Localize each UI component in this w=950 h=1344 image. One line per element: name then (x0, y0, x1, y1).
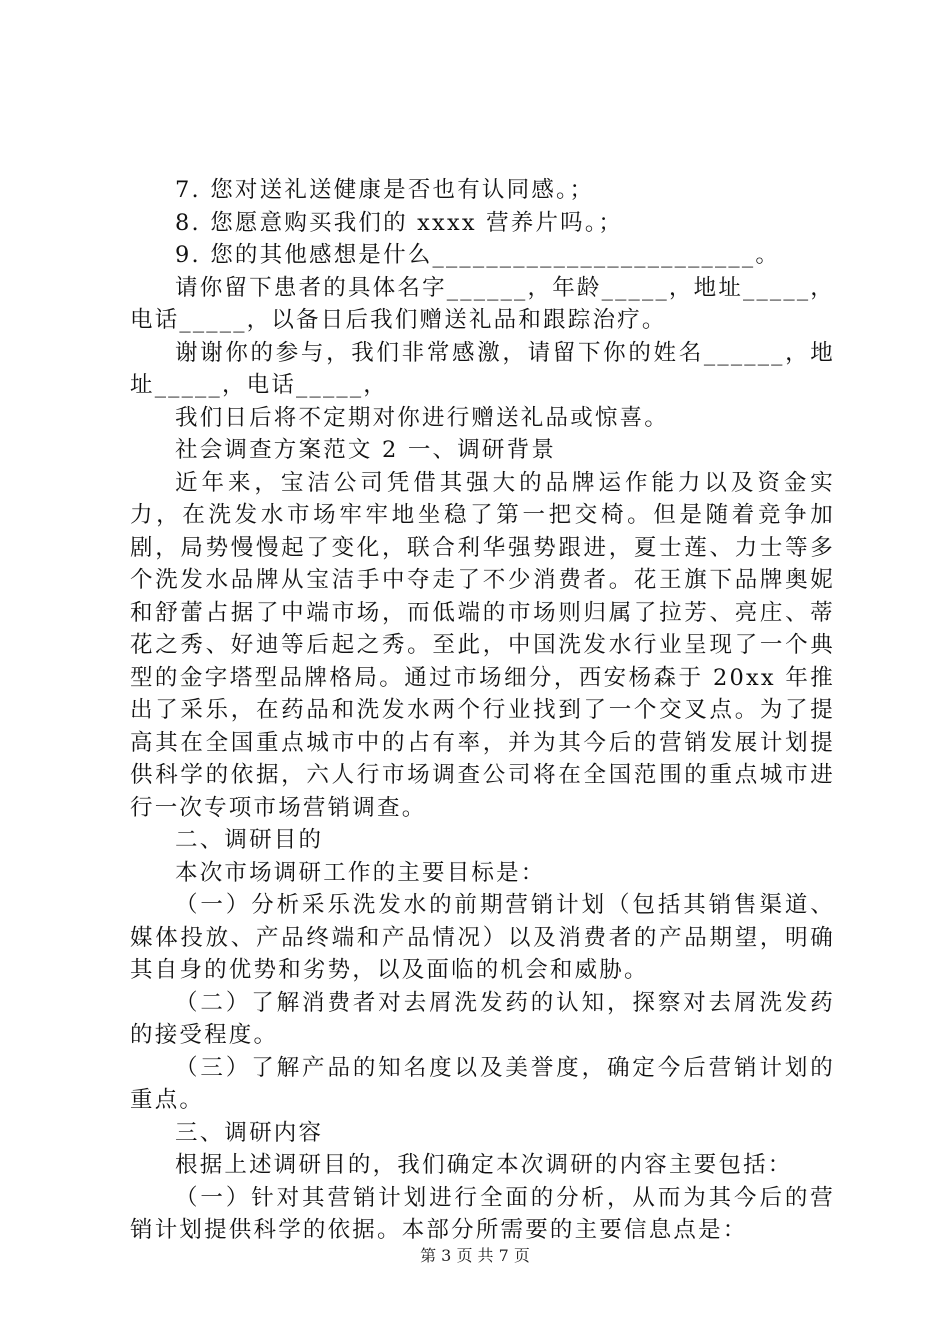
paragraph-question-9: 9. 您的其他感想是什么________________________。 (175, 242, 781, 268)
paragraph-question-7: 7. 您对送礼送健康是否也有认同感。； (175, 177, 595, 203)
paragraph-thanks: 谢谢你的参与，我们非常感激，请留下你的姓名______，地址_____，电话_____， (130, 339, 835, 398)
paragraph-content-intro: 根据上述调研目的，我们确定本次调研的内容主要包括： (175, 1152, 793, 1178)
paragraph-content-1: （一）针对其营销计划进行全面的分析，从而为其今后的营销计划提供科学的依据。本部分所需要的主要信息点是： (130, 1184, 835, 1243)
paragraph-patient-info: 请你留下患者的具体名字______，年龄_____，地址_____，电话_____，以备日后我们赠送礼品和跟踪治疗。 (130, 274, 835, 333)
paragraph-background: 近年来，宝洁公司凭借其强大的品牌运作能力以及资金实力，在洗发水市场牢牢地坐稳了第一把交椅。但是随着竞争加剧，局势慢慢起了变化，联合利华强势跟进，夏士莲、力士等多个洗发水品牌从宝洁手中夺走了不少消费者。花王旗下品牌奥妮和舒蕾占据了中端市场，而低端的市场则归属了拉芳、亮庄、蒂花之秀、好迪等后起之秀。至此，中国洗发水行业呈现了一个典型的金字塔型品牌格局。通过市场细分，西安杨森于 20xx 年推出了采乐，在药品和洗发水两个行业找到了一个交叉点。为了提高其在全国重点城市中的占有率，并为其今后的营销发展计划提供科学的依据，六人行市场调查公司将在全国范围的重点城市进行一次专项市场营销调查。 (130, 469, 835, 821)
document-body (130, 174, 835, 1247)
section-heading-content: 三、调研内容 (175, 1119, 324, 1146)
page-footer: 第 3 页 共 7 页 (420, 1246, 530, 1265)
paragraph-purpose-1: （一）分析采乐洗发水的前期营销计划（包括其销售渠道、媒体投放、产品终端和产品情况）以及消费者的产品期望，明确其自身的优势和劣势，以及面临的机会和威胁。 (130, 892, 835, 983)
section-heading-background: 社会调查方案范文 2 一、调研背景 (175, 437, 557, 463)
section-heading-purpose: 二、调研目的 (175, 827, 324, 853)
paragraph-purpose-3: （三）了解产品的知名度以及美誉度，确定今后营销计划的重点。 (130, 1054, 835, 1113)
paragraph-purpose-2: （二）了解消费者对去屑洗发药的认知，探察对去屑洗发药的接受程度。 (130, 989, 835, 1048)
paragraph-purpose-intro: 本次市场调研工作的主要目标是： (175, 859, 546, 886)
paragraph-gift-note: 我们日后将不定期对你进行赠送礼品或惊喜。 (175, 404, 670, 431)
paragraph-question-8: 8. 您愿意购买我们的 xxxx 营养片吗。； (175, 209, 624, 236)
